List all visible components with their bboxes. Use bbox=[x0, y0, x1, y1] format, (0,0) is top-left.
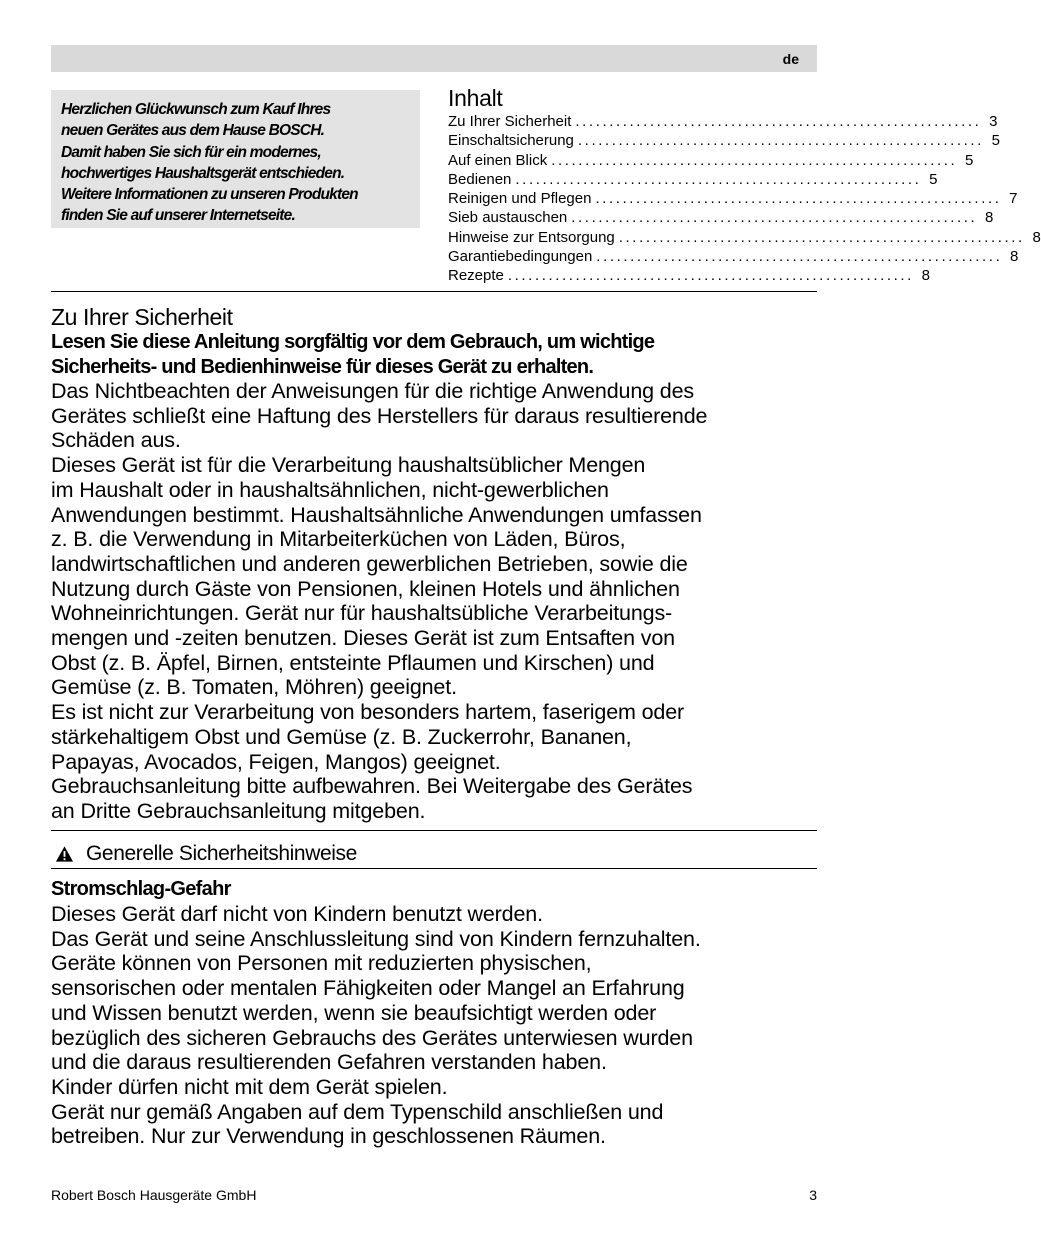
toc-leader-dots: ............................................................ bbox=[618, 228, 1025, 246]
toc-entry-page: 5 bbox=[964, 151, 974, 169]
toc-entry[interactable] bbox=[448, 266, 930, 285]
safety-body-line: Nutzung durch Gäste von Pensionen, kleinen Hotels und ähnlichen bbox=[51, 576, 680, 601]
toc-entry-page: 5 bbox=[991, 132, 1000, 150]
safety-lead-line: Lesen Sie diese Anleitung sorgfältig vor dem Gebrauch, um wichtige bbox=[51, 331, 655, 353]
subhead-electric-shock: Stromschlag-Gefahr bbox=[51, 878, 231, 900]
intro-line: Herzlichen Glückwunsch zum Kauf Ihres bbox=[61, 101, 331, 118]
toc-entry[interactable] bbox=[448, 170, 938, 189]
toc-leader-dots: ............................................................ bbox=[595, 190, 1002, 208]
toc-entry-label: Garantiebedingungen bbox=[448, 248, 593, 266]
footer-company: Robert Bosch Hausgeräte GmbH bbox=[51, 1187, 257, 1203]
intro-box bbox=[51, 90, 420, 228]
toc-entry-label: Einschaltsicherung bbox=[448, 132, 574, 150]
safety-body-line: Obst (z. B. Äpfel, Birnen, entsteinte Pflaumen und Kirschen) und bbox=[51, 650, 655, 675]
safety-body-line: Papayas, Avocados, Feigen, Mangos) geeignet. bbox=[51, 749, 501, 774]
toc-leader-dots: ............................................................ bbox=[577, 132, 984, 150]
footer-page-number: 3 bbox=[809, 1187, 817, 1203]
general-body-line: Geräte können von Personen mit reduzierten physischen, bbox=[51, 951, 592, 976]
toc-leader-dots: ............................................................ bbox=[571, 209, 978, 227]
warning-icon bbox=[55, 845, 74, 863]
safety-body-line: Anwendungen bestimmt. Haushaltsähnliche Anwendungen umfassen bbox=[51, 502, 702, 527]
toc-entry-label: Zu Ihrer Sicherheit bbox=[448, 113, 572, 130]
toc-leader-dots: ............................................................ bbox=[551, 151, 958, 169]
intro-line: finden Sie auf unserer Internetseite. bbox=[61, 207, 295, 225]
safety-body-line: Gerätes schließt eine Haftung des Herstellers für daraus resultierende bbox=[51, 403, 708, 428]
safety-lead bbox=[51, 330, 654, 379]
general-body-line: Gerät nur gemäß Angaben auf dem Typenschild anschließen und bbox=[51, 1099, 664, 1124]
toc-leader-dots: ............................................................ bbox=[515, 170, 922, 188]
safety-body-line: Das Nichtbeachten der Anweisungen für die richtige Anwendung des bbox=[51, 379, 694, 403]
toc-entry[interactable] bbox=[448, 112, 998, 131]
safety-body-line: Gebrauchsanleitung bitte aufbewahren. Bei Weitergabe des Gerätes bbox=[51, 774, 693, 799]
intro-line: hochwertiges Haushaltsgerät entschieden. bbox=[61, 164, 345, 182]
toc-entry-label: Reinigen und Pflegen bbox=[448, 190, 592, 208]
general-body-line: sensorischen oder mentalen Fähigkeiten oder Mangel an Erfahrung bbox=[51, 976, 685, 1001]
general-body bbox=[51, 902, 701, 1149]
toc-entry-page: 8 bbox=[984, 209, 994, 227]
safety-body-line: z. B. die Verwendung in Mitarbeiterküchen von Läden, Büros, bbox=[51, 527, 626, 552]
toc-entry[interactable] bbox=[448, 131, 1000, 150]
toc-entry-page: 7 bbox=[1009, 190, 1018, 208]
safety-body-line: landwirtschaftlichen und anderen gewerblichen Betrieben, sowie die bbox=[51, 551, 688, 576]
toc-entry-label: Bedienen bbox=[448, 170, 512, 188]
toc-entry[interactable] bbox=[448, 228, 1041, 247]
header-bar bbox=[51, 45, 817, 72]
safety-lead-line: Sicherheits- und Bedienhinweise für dieses Gerät zu erhalten. bbox=[51, 355, 594, 378]
general-body-line: und Wissen benutzt werden, wenn sie beaufsichtigt werden oder bbox=[51, 1000, 657, 1025]
table-of-contents bbox=[448, 84, 1041, 286]
language-code: de bbox=[782, 51, 799, 67]
toc-title: Inhalt bbox=[448, 85, 503, 111]
general-body-line: Das Gerät und seine Anschlussleitung sind von Kindern fernzuhalten. bbox=[51, 926, 701, 951]
general-body-line: Dieses Gerät darf nicht von Kindern benutzt werden. bbox=[51, 902, 543, 926]
toc-entry-page: 8 bbox=[1010, 248, 1019, 266]
safety-body-line: Wohneinrichtungen. Gerät nur für haushaltsübliche Verarbeitungs- bbox=[51, 601, 673, 626]
general-body-line: Kinder dürfen nicht mit dem Gerät spielen. bbox=[51, 1074, 448, 1099]
intro-line: Weitere Informationen zu unseren Produkten bbox=[61, 186, 358, 204]
toc-entry-label: Rezepte bbox=[448, 267, 504, 285]
toc-entry-page: 5 bbox=[929, 170, 938, 188]
section-divider bbox=[51, 830, 817, 831]
toc-entry[interactable] bbox=[448, 151, 974, 170]
toc-entry[interactable] bbox=[448, 189, 1018, 208]
safety-body-line: mengen und -zeiten benutzen. Dieses Gerät ist zum Entsaften von bbox=[51, 626, 675, 651]
toc-leader-dots: ............................................................ bbox=[575, 113, 982, 130]
safety-body-line: an Dritte Gebrauchsanleitung mitgeben. bbox=[51, 798, 426, 823]
section-divider bbox=[51, 868, 817, 869]
section-title-safety: Zu Ihrer Sicherheit bbox=[51, 304, 233, 330]
safety-body-line: stärkehaltigem Obst und Gemüse (z. B. Zuckerrohr, Bananen, bbox=[51, 724, 632, 749]
safety-body-line: Es ist nicht zur Verarbeitung von besonders hartem, faserigem oder bbox=[51, 700, 685, 725]
toc-leader-dots: ............................................................ bbox=[596, 248, 1003, 266]
toc-leader-dots: ............................................................ bbox=[507, 267, 914, 285]
safety-body-line: Schäden aus. bbox=[51, 428, 181, 453]
safety-body-line: Gemüse (z. B. Tomaten, Möhren) geeignet. bbox=[51, 675, 457, 700]
toc-entry-label: Hinweise zur Entsorgung bbox=[448, 228, 615, 246]
general-title-text: Generelle Sicherheitshinweise bbox=[86, 842, 357, 865]
toc-entry[interactable] bbox=[448, 247, 1019, 266]
intro-line: Damit haben Sie sich für ein modernes, bbox=[61, 143, 321, 161]
toc-entry-page: 8 bbox=[1032, 228, 1041, 246]
general-body-line: betreiben. Nur zur Verwendung in geschlossenen Räumen. bbox=[51, 1124, 606, 1149]
intro-line: neuen Gerätes aus dem Hause BOSCH. bbox=[61, 122, 325, 140]
section-title-general bbox=[51, 841, 357, 867]
general-body-line: bezüglich des sicheren Gebrauchs des Gerätes unterwiesen wurden bbox=[51, 1025, 693, 1050]
general-body-line: und die daraus resultierenden Gefahren verstanden haben. bbox=[51, 1050, 607, 1075]
safety-body-line: Dieses Gerät ist für die Verarbeitung haushaltsüblicher Mengen bbox=[51, 453, 646, 478]
safety-body bbox=[51, 379, 707, 824]
toc-entry-label: Sieb austauschen bbox=[448, 209, 568, 227]
safety-body-line: im Haushalt oder in haushaltsähnlichen, nicht-gewerblichen bbox=[51, 477, 609, 502]
section-divider bbox=[51, 291, 817, 292]
toc-entry-page: 3 bbox=[989, 113, 998, 130]
toc-entry-page: 8 bbox=[921, 267, 930, 285]
toc-entry[interactable] bbox=[448, 208, 994, 227]
toc-entry-label: Auf einen Blick bbox=[448, 151, 548, 169]
